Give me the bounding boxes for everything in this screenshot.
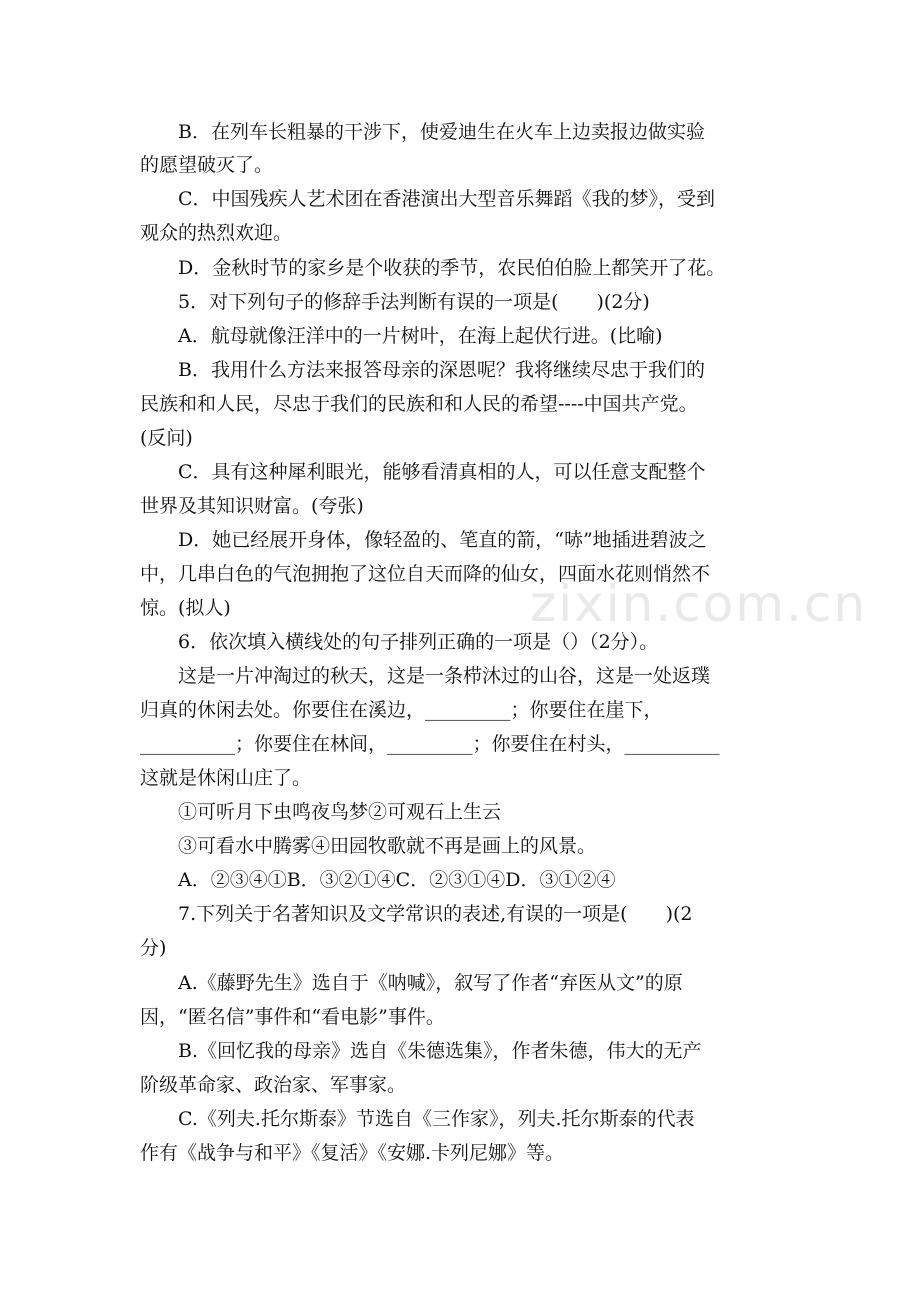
question-7-stem-line-1: 7.下列关于名著知识及文学常识的表述,有误的一项是( )(2 [178, 903, 693, 925]
q7-option-b-line-2: 阶级革命家、政治家、军事家。 [140, 1074, 407, 1096]
q6-passage-line-1: 这是一片冲淘过的秋天，这是一条栉沐过的山谷，这是一处返璞 [178, 665, 711, 687]
q5-option-d-line-1: D．她已经展开身体，像轻盈的、笔直的箭，“哧”地插进碧波之 [178, 529, 707, 551]
option-b-line-1: B．在列车长粗暴的干涉下，使爱迪生在火车上边卖报边做实验 [178, 121, 705, 143]
q5-option-c-line-2: 世界及其知识财富。(夸张) [140, 495, 364, 517]
q6-passage-line-2: 归真的休闲去处。你要住在溪边，_________；你要住在崖下， [140, 699, 663, 721]
option-c-line-2: 观众的热烈欢迎。 [140, 222, 293, 244]
q6-passage-line-3: __________；你要住在林间，_________；你要住在村头，__________ [140, 733, 720, 755]
q6-choices-line-1: ①可听月下虫鸣夜鸟梦②可观石上生云 [178, 801, 502, 823]
q5-option-c-line-1: C．具有这种犀利眼光，能够看清真相的人，可以任意支配整个 [178, 461, 706, 483]
question-7-stem-line-2: 分) [140, 937, 167, 959]
q5-option-b-line-3: (反问) [140, 427, 193, 449]
watermark: zixin.com.cn [530, 575, 868, 633]
q7-option-a-line-2: 因，“匿名信”事件和“看电影”事件。 [140, 1006, 445, 1028]
q5-option-b-line-1: B．我用什么方法来报答母亲的深恩呢？我将继续尽忠于我们的 [178, 359, 705, 381]
q7-option-b-line-1: B.《回忆我的母亲》选自《朱德选集》，作者朱德，伟大的无产 [178, 1040, 702, 1062]
q6-choices-line-2: ③可看水中腾雾④田园牧歌就不再是画上的风景。 [178, 835, 597, 857]
q5-option-b-line-2: 民族和和人民，尽忠于我们的民族和和人民的希望----中国共产党。 [140, 393, 698, 415]
q7-option-c-line-1: C.《列夫.托尔斯泰》节选自《三作家》，列夫.托尔斯泰的代表 [178, 1108, 695, 1130]
q7-option-a-line-1: A.《藤野先生》选自于《呐喊》，叙写了作者“弃医从文”的原 [178, 972, 683, 994]
q5-option-d-line-2: 中，几串白色的气泡拥抱了这位自天而降的仙女，四面水花则悄然不 [140, 563, 711, 585]
option-d-line: D．金秋时节的家乡是个收获的季节，农民伯伯脸上都笑开了花。 [178, 257, 726, 279]
q5-option-d-line-3: 惊。(拟人) [140, 597, 231, 619]
q6-passage-line-4: 这就是休闲山庄了。 [140, 767, 312, 789]
q5-option-a: A．航母就像汪洋中的一片树叶，在海上起伏行进。(比喻) [178, 325, 663, 347]
option-c-line-1: C．中国残疾人艺术团在香港演出大型音乐舞蹈《我的梦》，受到 [178, 188, 716, 210]
q6-options: A．②③④①B．③②①④C．②③①④D．③①②④ [178, 869, 616, 891]
question-5-stem: 5．对下列句子的修辞手法判断有误的一项是( )(2分) [178, 291, 650, 313]
question-6-stem: 6．依次填入横线处的句子排列正确的一项是（）（2分）。 [178, 631, 659, 653]
option-b-line-2: 的愿望破灭了。 [140, 154, 274, 176]
q7-option-c-line-2: 作有《战争与和平》《复活》《安娜.卡列尼娜》等。 [140, 1142, 565, 1164]
